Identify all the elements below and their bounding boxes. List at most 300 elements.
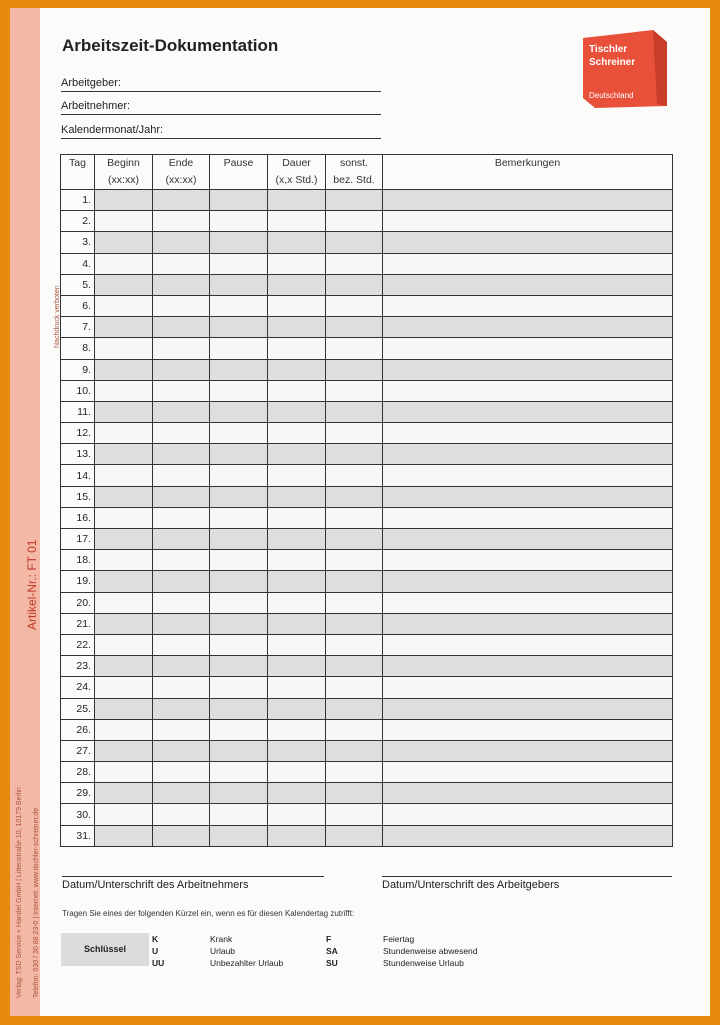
pause-cell[interactable] xyxy=(210,465,268,486)
other-hours-cell[interactable] xyxy=(326,634,383,655)
begin-cell[interactable] xyxy=(95,677,153,698)
remarks-cell[interactable] xyxy=(383,634,673,655)
day-number: 9. xyxy=(61,359,95,380)
duration-cell[interactable] xyxy=(268,401,326,422)
duration-cell[interactable] xyxy=(268,634,326,655)
pause-cell[interactable] xyxy=(210,444,268,465)
page-title: Arbeitszeit-Dokumentation xyxy=(62,36,279,55)
end-cell[interactable] xyxy=(153,613,210,634)
other-hours-cell[interactable] xyxy=(326,486,383,507)
code-su: SU xyxy=(326,958,338,968)
pause-cell[interactable] xyxy=(210,783,268,804)
desc-stundenweise-urlaub: Stundenweise Urlaub xyxy=(383,958,464,968)
pause-cell[interactable] xyxy=(210,719,268,740)
begin-cell[interactable] xyxy=(95,740,153,761)
day-number: 1. xyxy=(61,190,95,211)
end-cell[interactable] xyxy=(153,423,210,444)
column-header xyxy=(210,155,268,190)
contact-info: Telefon: 030 / 30 88 23-0 | Internet: www.tischler-schreiner.de xyxy=(33,807,40,998)
column-header-label: Pause xyxy=(223,157,254,169)
other-hours-cell[interactable] xyxy=(326,740,383,761)
remarks-cell[interactable] xyxy=(383,783,673,804)
remarks-cell[interactable] xyxy=(383,274,673,295)
remarks-cell[interactable] xyxy=(383,359,673,380)
end-cell[interactable] xyxy=(153,211,210,232)
other-hours-cell[interactable] xyxy=(326,507,383,528)
column-header-label: Ende xyxy=(168,157,194,169)
pause-cell[interactable] xyxy=(210,698,268,719)
day-number: 25. xyxy=(61,698,95,719)
desc-urlaub: Urlaub xyxy=(210,946,236,956)
duration-cell[interactable] xyxy=(268,740,326,761)
table-row xyxy=(61,783,673,804)
day-number: 30. xyxy=(61,804,95,825)
begin-cell[interactable] xyxy=(95,338,153,359)
table-row xyxy=(61,613,673,634)
begin-cell[interactable] xyxy=(95,295,153,316)
remarks-cell[interactable] xyxy=(383,232,673,253)
table-row xyxy=(61,762,673,783)
end-cell[interactable] xyxy=(153,359,210,380)
code-u: U xyxy=(152,946,159,956)
table-row xyxy=(61,359,673,380)
duration-cell[interactable] xyxy=(268,762,326,783)
column-header-unit: (xx:xx) xyxy=(165,174,197,186)
day-number: 8. xyxy=(61,338,95,359)
remarks-cell[interactable] xyxy=(383,211,673,232)
begin-cell[interactable] xyxy=(95,211,153,232)
day-number: 5. xyxy=(61,274,95,295)
day-number: 13. xyxy=(61,444,95,465)
pause-cell[interactable] xyxy=(210,486,268,507)
column-header xyxy=(153,155,210,190)
instruction-text: Tragen Sie eines der folgenden Kürzel ein, wenn es für diesen Kalendertag zutrifft: xyxy=(62,909,355,918)
column-header xyxy=(383,155,673,190)
duration-cell[interactable] xyxy=(268,295,326,316)
desc-feiertag: Feiertag xyxy=(383,934,415,944)
article-number: Artikel-Nr.: FT 01 xyxy=(25,539,39,630)
duration-cell[interactable] xyxy=(268,507,326,528)
day-number: 31. xyxy=(61,825,95,846)
pause-cell[interactable] xyxy=(210,529,268,550)
remarks-cell[interactable] xyxy=(383,190,673,211)
month-year-field[interactable]: Kalendermonat/Jahr: xyxy=(61,122,381,139)
end-cell[interactable] xyxy=(153,762,210,783)
duration-cell[interactable] xyxy=(268,359,326,380)
employee-signature-line[interactable]: Datum/Unterschrift des Arbeitnehmers xyxy=(62,876,324,891)
copyright-notice: Nachdruck verboten xyxy=(54,285,61,348)
remarks-cell[interactable] xyxy=(383,317,673,338)
table-row xyxy=(61,401,673,422)
pause-cell[interactable] xyxy=(210,677,268,698)
table-row xyxy=(61,423,673,444)
other-hours-cell[interactable] xyxy=(326,762,383,783)
day-number: 27. xyxy=(61,740,95,761)
end-cell[interactable] xyxy=(153,253,210,274)
duration-cell[interactable] xyxy=(268,656,326,677)
other-hours-cell[interactable] xyxy=(326,698,383,719)
duration-cell[interactable] xyxy=(268,253,326,274)
other-hours-cell[interactable] xyxy=(326,613,383,634)
duration-cell[interactable] xyxy=(268,592,326,613)
remarks-cell[interactable] xyxy=(383,677,673,698)
begin-cell[interactable] xyxy=(95,571,153,592)
other-hours-cell[interactable] xyxy=(326,232,383,253)
pause-cell[interactable] xyxy=(210,571,268,592)
duration-cell[interactable] xyxy=(268,317,326,338)
table-row xyxy=(61,232,673,253)
column-header-label: Bemerkungen xyxy=(494,157,561,169)
day-number: 26. xyxy=(61,719,95,740)
pause-cell[interactable] xyxy=(210,656,268,677)
pause-cell[interactable] xyxy=(210,190,268,211)
begin-cell[interactable] xyxy=(95,592,153,613)
table-row xyxy=(61,338,673,359)
begin-cell[interactable] xyxy=(95,317,153,338)
day-number: 14. xyxy=(61,465,95,486)
logo-text-3: Deutschland xyxy=(589,91,634,100)
end-cell[interactable] xyxy=(153,804,210,825)
pause-cell[interactable] xyxy=(210,825,268,846)
pause-cell[interactable] xyxy=(210,338,268,359)
other-hours-cell[interactable] xyxy=(326,253,383,274)
end-cell[interactable] xyxy=(153,740,210,761)
publisher-info: Verlag: TSD Service + Handel GmbH | Littenstraße 10, 10179 Berlin xyxy=(16,787,23,998)
key-codes-right xyxy=(326,933,338,969)
begin-cell[interactable] xyxy=(95,783,153,804)
day-number: 28. xyxy=(61,762,95,783)
table-row xyxy=(61,656,673,677)
logo-text-2: Schreiner xyxy=(589,57,636,68)
remarks-cell[interactable] xyxy=(383,698,673,719)
day-number: 7. xyxy=(61,317,95,338)
end-cell[interactable] xyxy=(153,592,210,613)
pause-cell[interactable] xyxy=(210,804,268,825)
begin-cell[interactable] xyxy=(95,529,153,550)
day-number: 11. xyxy=(61,401,95,422)
duration-cell[interactable] xyxy=(268,529,326,550)
column-header-label: sonst. xyxy=(339,157,368,169)
remarks-cell[interactable] xyxy=(383,719,673,740)
duration-cell[interactable] xyxy=(268,423,326,444)
table-row xyxy=(61,634,673,655)
table-row xyxy=(61,507,673,528)
table-row xyxy=(61,677,673,698)
remarks-cell[interactable] xyxy=(383,486,673,507)
begin-cell[interactable] xyxy=(95,274,153,295)
remarks-cell[interactable] xyxy=(383,656,673,677)
other-hours-cell[interactable] xyxy=(326,719,383,740)
other-hours-cell[interactable] xyxy=(326,211,383,232)
pause-cell[interactable] xyxy=(210,550,268,571)
employer-signature-line[interactable]: Datum/Unterschrift des Arbeitgebers xyxy=(382,876,672,891)
pause-cell[interactable] xyxy=(210,380,268,401)
duration-cell[interactable] xyxy=(268,804,326,825)
begin-cell[interactable] xyxy=(95,719,153,740)
column-header-unit: bez. Std. xyxy=(333,174,375,186)
other-hours-cell[interactable] xyxy=(326,444,383,465)
end-cell[interactable] xyxy=(153,656,210,677)
end-cell[interactable] xyxy=(153,465,210,486)
duration-cell[interactable] xyxy=(268,613,326,634)
remarks-cell[interactable] xyxy=(383,740,673,761)
pause-cell[interactable] xyxy=(210,232,268,253)
remarks-cell[interactable] xyxy=(383,338,673,359)
duration-cell[interactable] xyxy=(268,783,326,804)
pause-cell[interactable] xyxy=(210,507,268,528)
pause-cell[interactable] xyxy=(210,401,268,422)
table-row xyxy=(61,274,673,295)
table-row xyxy=(61,529,673,550)
table-row xyxy=(61,253,673,274)
key-desc-right xyxy=(383,933,478,969)
end-cell[interactable] xyxy=(153,232,210,253)
key-desc-left xyxy=(210,933,283,969)
pause-cell[interactable] xyxy=(210,423,268,444)
remarks-cell[interactable] xyxy=(383,825,673,846)
duration-cell[interactable] xyxy=(268,719,326,740)
end-cell[interactable] xyxy=(153,338,210,359)
pause-cell[interactable] xyxy=(210,762,268,783)
duration-cell[interactable] xyxy=(268,677,326,698)
begin-cell[interactable] xyxy=(95,634,153,655)
desc-unbezahlt: Unbezahlter Urlaub xyxy=(210,958,284,968)
pause-cell[interactable] xyxy=(210,359,268,380)
begin-cell[interactable] xyxy=(95,380,153,401)
remarks-cell[interactable] xyxy=(383,804,673,825)
duration-cell[interactable] xyxy=(268,211,326,232)
begin-cell[interactable] xyxy=(95,423,153,444)
column-header-label: Beginn xyxy=(107,157,140,169)
begin-cell[interactable] xyxy=(95,804,153,825)
column-header xyxy=(268,155,326,190)
other-hours-cell[interactable] xyxy=(326,592,383,613)
pause-cell[interactable] xyxy=(210,211,268,232)
duration-cell[interactable] xyxy=(268,571,326,592)
pause-cell[interactable] xyxy=(210,634,268,655)
begin-cell[interactable] xyxy=(95,190,153,211)
pause-cell[interactable] xyxy=(210,317,268,338)
column-header-unit: (x,x Std.) xyxy=(275,174,318,186)
day-number: 17. xyxy=(61,529,95,550)
pause-cell[interactable] xyxy=(210,592,268,613)
begin-cell[interactable] xyxy=(95,613,153,634)
other-hours-cell[interactable] xyxy=(326,825,383,846)
code-f: F xyxy=(326,934,332,944)
other-hours-cell[interactable] xyxy=(326,317,383,338)
duration-cell[interactable] xyxy=(268,380,326,401)
day-number: 29. xyxy=(61,783,95,804)
end-cell[interactable] xyxy=(153,677,210,698)
begin-cell[interactable] xyxy=(95,825,153,846)
employer-field[interactable]: Arbeitgeber: xyxy=(61,75,381,92)
table-row xyxy=(61,571,673,592)
table-row xyxy=(61,592,673,613)
day-number: 12. xyxy=(61,423,95,444)
begin-cell[interactable] xyxy=(95,444,153,465)
column-header xyxy=(95,155,153,190)
begin-cell[interactable] xyxy=(95,762,153,783)
duration-cell[interactable] xyxy=(268,274,326,295)
table-row xyxy=(61,190,673,211)
end-cell[interactable] xyxy=(153,380,210,401)
begin-cell[interactable] xyxy=(95,232,153,253)
begin-cell[interactable] xyxy=(95,359,153,380)
table-row xyxy=(61,698,673,719)
other-hours-cell[interactable] xyxy=(326,804,383,825)
pause-cell[interactable] xyxy=(210,740,268,761)
end-cell[interactable] xyxy=(153,550,210,571)
remarks-cell[interactable] xyxy=(383,571,673,592)
remarks-cell[interactable] xyxy=(383,401,673,422)
end-cell[interactable] xyxy=(153,401,210,422)
table-row xyxy=(61,211,673,232)
other-hours-cell[interactable] xyxy=(326,295,383,316)
table-row xyxy=(61,719,673,740)
desc-krank: Krank xyxy=(210,934,233,944)
column-header xyxy=(326,155,383,190)
pause-cell[interactable] xyxy=(210,613,268,634)
code-uu: UU xyxy=(152,958,165,968)
day-number: 20. xyxy=(61,592,95,613)
other-hours-cell[interactable] xyxy=(326,656,383,677)
table-row xyxy=(61,804,673,825)
time-table xyxy=(60,154,673,847)
end-cell[interactable] xyxy=(153,507,210,528)
day-number: 19. xyxy=(61,571,95,592)
duration-cell[interactable] xyxy=(268,698,326,719)
duration-cell[interactable] xyxy=(268,486,326,507)
table-row xyxy=(61,740,673,761)
end-cell[interactable] xyxy=(153,190,210,211)
remarks-cell[interactable] xyxy=(383,444,673,465)
key-label: Schlüssel xyxy=(61,933,149,966)
duration-cell[interactable] xyxy=(268,444,326,465)
day-number: 16. xyxy=(61,507,95,528)
end-cell[interactable] xyxy=(153,783,210,804)
end-cell[interactable] xyxy=(153,317,210,338)
desc-abwesend: Stundenweise abwesend xyxy=(383,946,478,956)
other-hours-cell[interactable] xyxy=(326,359,383,380)
remarks-cell[interactable] xyxy=(383,529,673,550)
other-hours-cell[interactable] xyxy=(326,571,383,592)
end-cell[interactable] xyxy=(153,295,210,316)
remarks-cell[interactable] xyxy=(383,507,673,528)
begin-cell[interactable] xyxy=(95,253,153,274)
logo-text-1: Tischler xyxy=(589,44,628,55)
duration-cell[interactable] xyxy=(268,550,326,571)
code-sa: SA xyxy=(326,946,338,956)
pause-cell[interactable] xyxy=(210,274,268,295)
day-number: 4. xyxy=(61,253,95,274)
other-hours-cell[interactable] xyxy=(326,465,383,486)
end-cell[interactable] xyxy=(153,698,210,719)
other-hours-cell[interactable] xyxy=(326,529,383,550)
other-hours-cell[interactable] xyxy=(326,274,383,295)
other-hours-cell[interactable] xyxy=(326,401,383,422)
day-number: 15. xyxy=(61,486,95,507)
end-cell[interactable] xyxy=(153,719,210,740)
other-hours-cell[interactable] xyxy=(326,190,383,211)
day-number: 10. xyxy=(61,380,95,401)
remarks-cell[interactable] xyxy=(383,380,673,401)
remarks-cell[interactable] xyxy=(383,613,673,634)
remarks-cell[interactable] xyxy=(383,762,673,783)
end-cell[interactable] xyxy=(153,825,210,846)
other-hours-cell[interactable] xyxy=(326,338,383,359)
column-header-label: Tag xyxy=(69,157,86,169)
begin-cell[interactable] xyxy=(95,550,153,571)
day-number: 23. xyxy=(61,656,95,677)
begin-cell[interactable] xyxy=(95,656,153,677)
day-number: 3. xyxy=(61,232,95,253)
column-header-unit: (xx:xx) xyxy=(108,174,139,186)
other-hours-cell[interactable] xyxy=(326,550,383,571)
begin-cell[interactable] xyxy=(95,507,153,528)
other-hours-cell[interactable] xyxy=(326,783,383,804)
end-cell[interactable] xyxy=(153,486,210,507)
employee-field[interactable]: Arbeitnehmer: xyxy=(61,98,381,115)
key-codes-left xyxy=(152,933,164,969)
remarks-cell[interactable] xyxy=(383,465,673,486)
begin-cell[interactable] xyxy=(95,401,153,422)
begin-cell[interactable] xyxy=(95,698,153,719)
other-hours-cell[interactable] xyxy=(326,423,383,444)
end-cell[interactable] xyxy=(153,444,210,465)
column-header xyxy=(61,155,95,190)
remarks-cell[interactable] xyxy=(383,295,673,316)
begin-cell[interactable] xyxy=(95,486,153,507)
duration-cell[interactable] xyxy=(268,232,326,253)
end-cell[interactable] xyxy=(153,274,210,295)
day-number: 18. xyxy=(61,550,95,571)
other-hours-cell[interactable] xyxy=(326,677,383,698)
duration-cell[interactable] xyxy=(268,190,326,211)
remarks-cell[interactable] xyxy=(383,253,673,274)
table-row xyxy=(61,444,673,465)
other-hours-cell[interactable] xyxy=(326,380,383,401)
duration-cell[interactable] xyxy=(268,825,326,846)
pause-cell[interactable] xyxy=(210,253,268,274)
code-k: K xyxy=(152,934,159,944)
duration-cell[interactable] xyxy=(268,338,326,359)
table-row xyxy=(61,825,673,846)
side-strip xyxy=(10,8,61,1016)
duration-cell[interactable] xyxy=(268,465,326,486)
table-row xyxy=(61,465,673,486)
day-number: 2. xyxy=(61,211,95,232)
end-cell[interactable] xyxy=(153,529,210,550)
tischler-schreiner-logo xyxy=(581,28,671,108)
day-number: 22. xyxy=(61,634,95,655)
form-sheet xyxy=(10,8,710,1016)
day-number: 24. xyxy=(61,677,95,698)
table-row xyxy=(61,295,673,316)
column-header-label: Dauer xyxy=(282,157,311,169)
end-cell[interactable] xyxy=(153,634,210,655)
day-number: 6. xyxy=(61,295,95,316)
end-cell[interactable] xyxy=(153,571,210,592)
table-row xyxy=(61,317,673,338)
table-row xyxy=(61,380,673,401)
remarks-cell[interactable] xyxy=(383,423,673,444)
remarks-cell[interactable] xyxy=(383,592,673,613)
begin-cell[interactable] xyxy=(95,465,153,486)
pause-cell[interactable] xyxy=(210,295,268,316)
table-row xyxy=(61,486,673,507)
remarks-cell[interactable] xyxy=(383,550,673,571)
table-row xyxy=(61,550,673,571)
